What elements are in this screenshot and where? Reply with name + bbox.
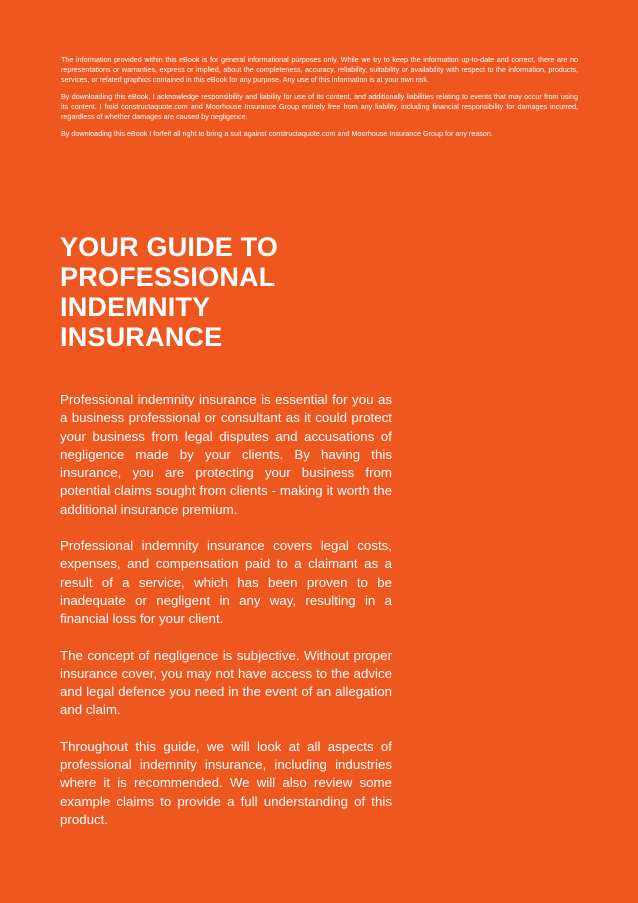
body-text	[60, 391, 392, 847]
disclaimer	[61, 55, 578, 146]
body-paragraph-3: The concept of negligence is subjective. Without proper insurance cover, you may not have access to the advice and legal defence you need in the event of an allegation and claim.	[60, 647, 392, 718]
body-paragraph-2: Professional indemnity insurance covers legal costs, expenses, and compensation paid to a claimant as a result of a service, which has been proven to be inadequate or negligent in any way, resulting in a financial loss for your client.	[60, 538, 392, 627]
body-paragraph-1: Professional indemnity insurance is essential for you as a business professional or consultant as it could protect your business from legal disputes and accusations of negligence made by your clients. By having this insurance, you are protecting your business from potential claims sought from clients - making it worth the additional insurance premium.	[60, 392, 392, 517]
title-line-2: PROFESSIONAL	[60, 262, 276, 292]
body-paragraph-4: Throughout this guide, we will look at all aspects of professional indemnity insurance, including industries where it is recommended. We will also review some example claims to provide a full understanding of this product.	[60, 738, 392, 827]
page-title	[60, 232, 390, 352]
title-line-3: INDEMNITY	[60, 292, 211, 322]
disclaimer-paragraph-2: By downloading this eBook, I acknowledge responsibility and liability for use of its content, and additionally liabilities relating to events that may occur from using its content. I hold constructaquote.com and Moorhouse Insurance Group entirely free from any liability, including financial responsibility for damages incurred, regardless of whether damages are caused by negligence.	[61, 92, 578, 121]
title-line-4: INSURANCE	[60, 322, 223, 352]
disclaimer-paragraph-3: By downloading this eBook I forfeit all right to bring a suit against constructaquote.com and Moorhouse Insurance Group for any reason.	[61, 129, 493, 138]
title-line-1: YOUR GUIDE TO	[60, 232, 279, 262]
disclaimer-paragraph-1: The information provided within this eBook is for general informational purposes only. While we try to keep the information up-to-date and correct, there are no representations or warranties, express or implied, about the completeness, accuracy, reliability, suitability or availability with respect to the information, products, services, or related graphics contained in this eBook for any purpose. Any use of this information is at your own risk.	[61, 55, 578, 84]
